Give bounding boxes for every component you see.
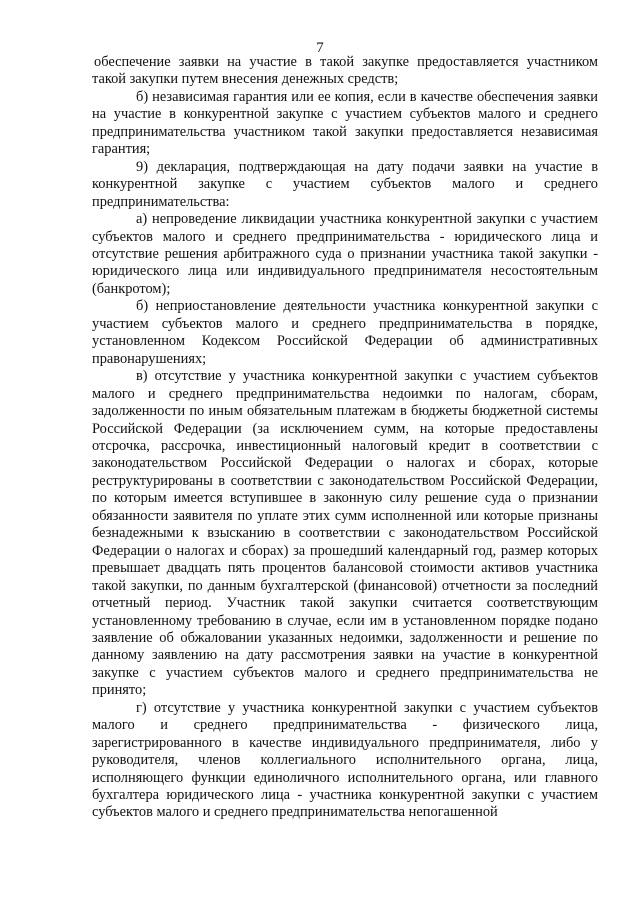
page-number: 7	[316, 40, 324, 56]
paragraph-continued: обеспечение заявки на участие в такой закупке предоставляется участником такой закупки путем внесения денежных средств;	[92, 54, 598, 88]
paragraph-item-v-arrears: в) отсутствие у участника конкурентной закупки с участием субъектов малого и среднего предпринимательства недоимки по налогам, сборам, задолженности по иным обязательным платежам в бюджеты бюджетной системы Российской Федерации (за исключением сумм, на которые предоставлены отсрочка, рассрочка, инвестиционный налоговый кредит в соответствии с законодательством Российской Федерации о налогах и сборах, которые реструктурированы в соответствии с законодательством Российской Федерации, по которым имеется вступившее в законную силу решение суда о признании обязанности заявителя по уплате этих сумм исполненной или которые признаны безнадежными к взысканию в соответствии с законодательством Российской Федерации о налогах и сборах) за прошедший календарный год, размер которых превышает двадцать пять процентов балансовой стоимости активов участника такой закупки, по данным бухгалтерской (финансовой) отчетности за последний отчетный период. Участник такой закупки считается соответствующим установленному требованию в случае, если им в установленном порядке подано заявление об обжаловании указанных недоимки, задолженности и решение по данному заявлению на дату рассмотрения заявки на участие в конкурентной закупке с участием субъектов малого и среднего предпринимательства не принято;	[92, 368, 598, 699]
paragraph-item-a-liquidation: а) непроведение ликвидации участника конкурентной закупки с участием субъектов малого и среднего предпринимательства - юридического лица и отсутствие решения арбитражного суда о признании участника такой закупки - юридического лица или индивидуального предпринимателя несостоятельным (банкротом);	[92, 211, 598, 297]
paragraph-item-9-declaration: 9) декларация, подтверждающая на дату подачи заявки на участие в конкурентной закупке с участием субъектов малого и среднего предпринимательства:	[92, 158, 598, 210]
paragraph-item-b-guarantee: б) независимая гарантия или ее копия, если в качестве обеспечения заявки на участие в конкурентной закупке с участием субъектов малого и среднего предпринимательства участником такой закупки предоставляется независимая гарантия;	[92, 88, 598, 158]
paragraph-item-g-conviction: г) отсутствие у участника конкурентной закупки с участием субъектов малого и среднего предпринимательства - физического лица, зарегистрированного в качестве индивидуального предпринимателя, либо у руководителя, членов коллегиального исполнительного органа, лица, исполняющего функции единоличного исполнительного органа, или главного бухгалтера юридического лица - участника конкурентной закупки с участием субъектов малого и среднего предпринимательства непогашенной	[92, 699, 598, 821]
paragraph-item-b-suspension: б) неприостановление деятельности участника конкурентной закупки с участием субъектов малого и среднего предпринимательства в порядке, установленном Кодексом Российской Федерации об административных правонарушениях;	[92, 298, 598, 367]
document-body	[92, 54, 598, 822]
